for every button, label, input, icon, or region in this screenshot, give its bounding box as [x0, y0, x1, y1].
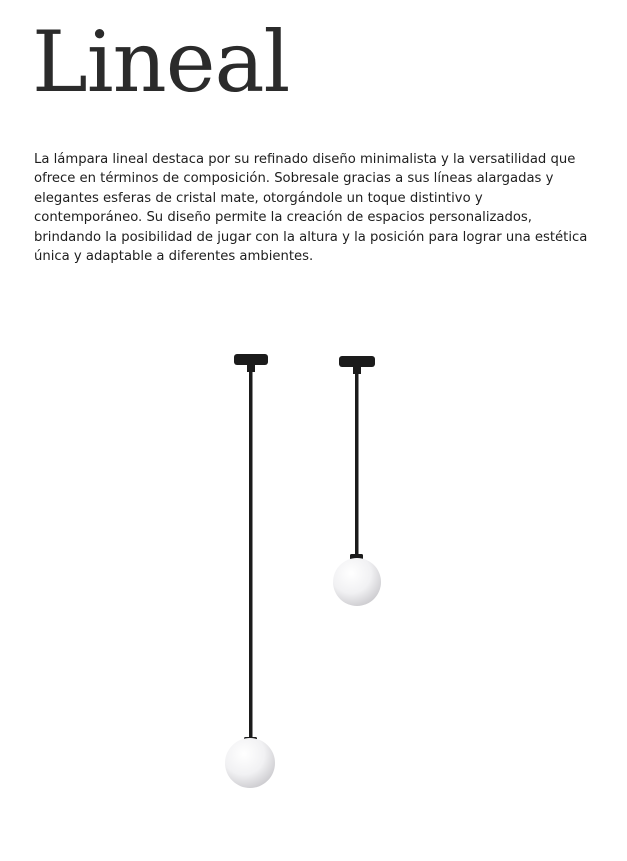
long-pendant-lamp	[225, 354, 275, 788]
page-title: Lineal	[32, 13, 290, 111]
rod-short	[355, 372, 359, 556]
rod-long	[249, 370, 253, 738]
ceiling-canopy-short	[339, 356, 375, 367]
short-pendant-lamp	[333, 356, 381, 606]
product-description: La lámpara lineal destaca por su refinado diseño minimalista y la versatilidad que ofrece en términos de composición. Sobresale gracias a sus líneas alargadas y elegantes esferas de cristal mate, otorgándole un toque distintivo y contemporáneo. Su diseño permite la creación de espacios personalizados, brindando la posibilidad de jugar con la altura y la posición para lograr una estética única y adaptable a diferentes ambientes.	[34, 152, 588, 265]
glass-sphere-short	[333, 558, 381, 606]
glass-sphere-long	[225, 738, 275, 788]
ceiling-canopy-long	[234, 354, 268, 365]
